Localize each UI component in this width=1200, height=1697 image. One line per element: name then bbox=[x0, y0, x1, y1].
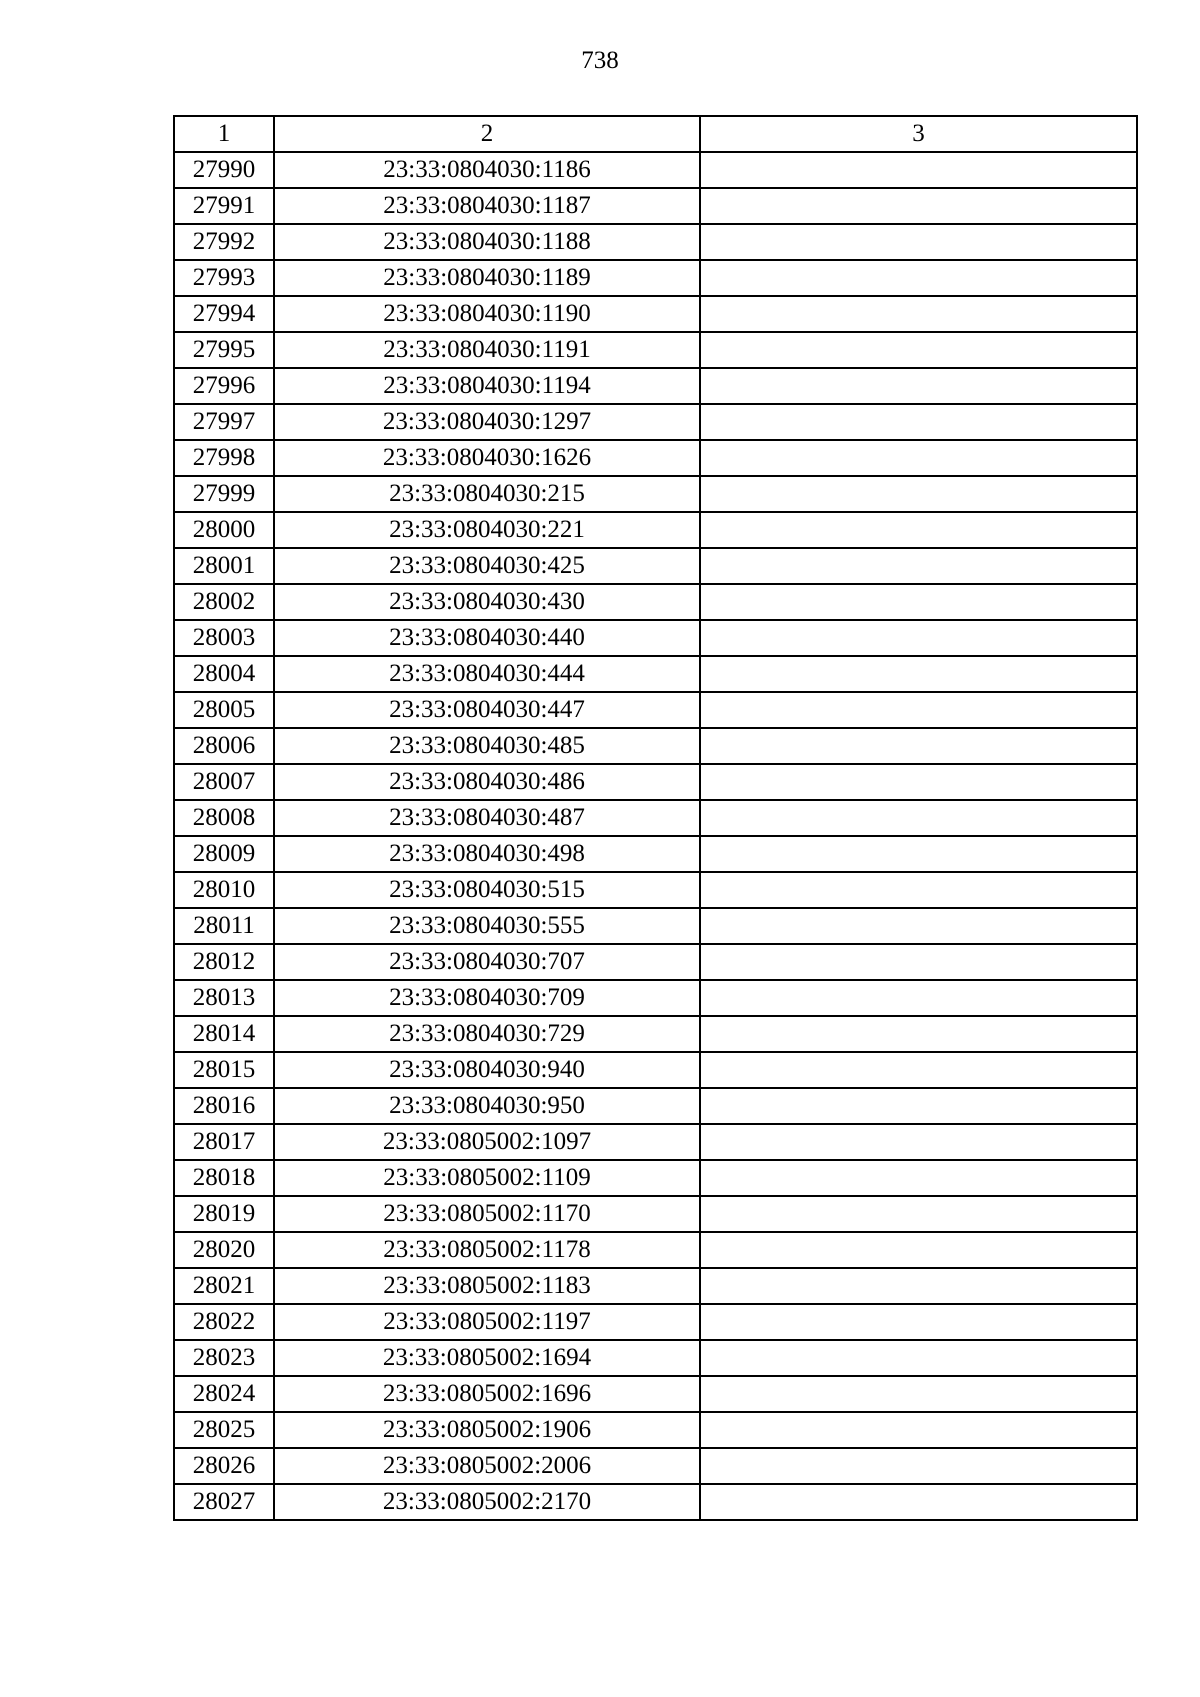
table-row bbox=[174, 620, 1137, 656]
cadastral-number-cell: 23:33:0804030:498 bbox=[274, 836, 700, 872]
column-header-1: 1 bbox=[174, 116, 274, 152]
row-number-cell: 28005 bbox=[174, 692, 274, 728]
cadastral-number-cell: 23:33:0804030:486 bbox=[274, 764, 700, 800]
table-row bbox=[174, 368, 1137, 404]
notes-cell bbox=[700, 836, 1137, 872]
table-row bbox=[174, 1160, 1137, 1196]
table-row bbox=[174, 908, 1137, 944]
cadastral-number-cell: 23:33:0805002:1696 bbox=[274, 1376, 700, 1412]
cadastral-number-cell: 23:33:0805002:1097 bbox=[274, 1124, 700, 1160]
page-number: 738 bbox=[581, 47, 619, 74]
row-number-cell: 27997 bbox=[174, 404, 274, 440]
notes-cell bbox=[700, 908, 1137, 944]
row-number-cell: 28016 bbox=[174, 1088, 274, 1124]
notes-cell bbox=[700, 404, 1137, 440]
table-row bbox=[174, 584, 1137, 620]
notes-cell bbox=[700, 692, 1137, 728]
notes-cell bbox=[700, 800, 1137, 836]
notes-cell bbox=[700, 1232, 1137, 1268]
row-number-cell: 28024 bbox=[174, 1376, 274, 1412]
cadastral-table bbox=[173, 115, 1138, 1521]
cadastral-number-cell: 23:33:0804030:1188 bbox=[274, 224, 700, 260]
table-row bbox=[174, 1016, 1137, 1052]
row-number-cell: 27990 bbox=[174, 152, 274, 188]
row-number-cell: 28014 bbox=[174, 1016, 274, 1052]
row-number-cell: 28008 bbox=[174, 800, 274, 836]
cadastral-number-cell: 23:33:0805002:1178 bbox=[274, 1232, 700, 1268]
notes-cell bbox=[700, 944, 1137, 980]
row-number-cell: 27993 bbox=[174, 260, 274, 296]
table-row bbox=[174, 188, 1137, 224]
notes-cell bbox=[700, 1376, 1137, 1412]
table-row bbox=[174, 836, 1137, 872]
table-row bbox=[174, 800, 1137, 836]
cadastral-number-cell: 23:33:0804030:707 bbox=[274, 944, 700, 980]
notes-cell bbox=[700, 332, 1137, 368]
cadastral-number-cell: 23:33:0804030:709 bbox=[274, 980, 700, 1016]
notes-cell bbox=[700, 440, 1137, 476]
cadastral-number-cell: 23:33:0805002:1906 bbox=[274, 1412, 700, 1448]
row-number-cell: 28021 bbox=[174, 1268, 274, 1304]
table-row bbox=[174, 404, 1137, 440]
table-row bbox=[174, 260, 1137, 296]
cadastral-number-cell: 23:33:0804030:515 bbox=[274, 872, 700, 908]
row-number-cell: 28004 bbox=[174, 656, 274, 692]
row-number-cell: 28003 bbox=[174, 620, 274, 656]
notes-cell bbox=[700, 584, 1137, 620]
row-number-cell: 28026 bbox=[174, 1448, 274, 1484]
table-header bbox=[174, 116, 1137, 152]
table-row bbox=[174, 224, 1137, 260]
row-number-cell: 27994 bbox=[174, 296, 274, 332]
notes-cell bbox=[700, 476, 1137, 512]
table-row bbox=[174, 1232, 1137, 1268]
table-row bbox=[174, 548, 1137, 584]
notes-cell bbox=[700, 1124, 1137, 1160]
row-number-cell: 28023 bbox=[174, 1340, 274, 1376]
notes-cell bbox=[700, 728, 1137, 764]
notes-cell bbox=[700, 764, 1137, 800]
notes-cell bbox=[700, 1304, 1137, 1340]
notes-cell bbox=[700, 1160, 1137, 1196]
cadastral-number-cell: 23:33:0804030:950 bbox=[274, 1088, 700, 1124]
notes-cell bbox=[700, 1484, 1137, 1520]
row-number-cell: 28027 bbox=[174, 1484, 274, 1520]
column-header-3: 3 bbox=[700, 116, 1137, 152]
row-number-cell: 28019 bbox=[174, 1196, 274, 1232]
table-row bbox=[174, 1412, 1137, 1448]
cadastral-number-cell: 23:33:0805002:2006 bbox=[274, 1448, 700, 1484]
cadastral-number-cell: 23:33:0804030:1626 bbox=[274, 440, 700, 476]
notes-cell bbox=[700, 1268, 1137, 1304]
row-number-cell: 28001 bbox=[174, 548, 274, 584]
row-number-cell: 28010 bbox=[174, 872, 274, 908]
cadastral-number-cell: 23:33:0804030:1186 bbox=[274, 152, 700, 188]
row-number-cell: 28009 bbox=[174, 836, 274, 872]
notes-cell bbox=[700, 1052, 1137, 1088]
table-row bbox=[174, 1340, 1137, 1376]
table-row bbox=[174, 1304, 1137, 1340]
row-number-cell: 27992 bbox=[174, 224, 274, 260]
cadastral-number-cell: 23:33:0804030:485 bbox=[274, 728, 700, 764]
cadastral-number-cell: 23:33:0804030:444 bbox=[274, 656, 700, 692]
notes-cell bbox=[700, 296, 1137, 332]
table-row bbox=[174, 764, 1137, 800]
notes-cell bbox=[700, 1196, 1137, 1232]
cadastral-number-cell: 23:33:0804030:215 bbox=[274, 476, 700, 512]
row-number-cell: 28000 bbox=[174, 512, 274, 548]
cadastral-number-cell: 23:33:0805002:2170 bbox=[274, 1484, 700, 1520]
cadastral-number-cell: 23:33:0804030:1297 bbox=[274, 404, 700, 440]
table-row bbox=[174, 1052, 1137, 1088]
row-number-cell: 28002 bbox=[174, 584, 274, 620]
cadastral-number-cell: 23:33:0804030:487 bbox=[274, 800, 700, 836]
cadastral-number-cell: 23:33:0804030:555 bbox=[274, 908, 700, 944]
cadastral-number-cell: 23:33:0804030:1190 bbox=[274, 296, 700, 332]
table-row bbox=[174, 476, 1137, 512]
table-row bbox=[174, 1196, 1137, 1232]
header-row bbox=[174, 116, 1137, 152]
table-row bbox=[174, 512, 1137, 548]
cadastral-number-cell: 23:33:0805002:1197 bbox=[274, 1304, 700, 1340]
cadastral-number-cell: 23:33:0804030:940 bbox=[274, 1052, 700, 1088]
table-row bbox=[174, 152, 1137, 188]
table-row bbox=[174, 440, 1137, 476]
notes-cell bbox=[700, 152, 1137, 188]
row-number-cell: 28018 bbox=[174, 1160, 274, 1196]
row-number-cell: 28006 bbox=[174, 728, 274, 764]
row-number-cell: 28011 bbox=[174, 908, 274, 944]
notes-cell bbox=[700, 224, 1137, 260]
notes-cell bbox=[700, 188, 1137, 224]
cadastral-number-cell: 23:33:0804030:1191 bbox=[274, 332, 700, 368]
notes-cell bbox=[700, 1340, 1137, 1376]
notes-cell bbox=[700, 260, 1137, 296]
notes-cell bbox=[700, 1448, 1137, 1484]
row-number-cell: 28017 bbox=[174, 1124, 274, 1160]
cadastral-number-cell: 23:33:0804030:1194 bbox=[274, 368, 700, 404]
row-number-cell: 27996 bbox=[174, 368, 274, 404]
table-row bbox=[174, 656, 1137, 692]
row-number-cell: 28012 bbox=[174, 944, 274, 980]
notes-cell bbox=[700, 620, 1137, 656]
table-row bbox=[174, 692, 1137, 728]
notes-cell bbox=[700, 548, 1137, 584]
table-row bbox=[174, 296, 1137, 332]
table-row bbox=[174, 1268, 1137, 1304]
row-number-cell: 27999 bbox=[174, 476, 274, 512]
cadastral-number-cell: 23:33:0805002:1694 bbox=[274, 1340, 700, 1376]
cadastral-number-cell: 23:33:0805002:1109 bbox=[274, 1160, 700, 1196]
table-body bbox=[174, 152, 1137, 1520]
table-row bbox=[174, 980, 1137, 1016]
cadastral-number-cell: 23:33:0804030:440 bbox=[274, 620, 700, 656]
cadastral-number-cell: 23:33:0804030:729 bbox=[274, 1016, 700, 1052]
row-number-cell: 27998 bbox=[174, 440, 274, 476]
table-row bbox=[174, 1376, 1137, 1412]
row-number-cell: 28022 bbox=[174, 1304, 274, 1340]
row-number-cell: 28025 bbox=[174, 1412, 274, 1448]
table-row bbox=[174, 332, 1137, 368]
column-header-2: 2 bbox=[274, 116, 700, 152]
notes-cell bbox=[700, 512, 1137, 548]
table-row bbox=[174, 728, 1137, 764]
table-row bbox=[174, 1088, 1137, 1124]
row-number-cell: 27995 bbox=[174, 332, 274, 368]
row-number-cell: 28007 bbox=[174, 764, 274, 800]
cadastral-number-cell: 23:33:0804030:1187 bbox=[274, 188, 700, 224]
table-row bbox=[174, 944, 1137, 980]
cadastral-number-cell: 23:33:0804030:430 bbox=[274, 584, 700, 620]
cadastral-number-cell: 23:33:0804030:1189 bbox=[274, 260, 700, 296]
table-row bbox=[174, 1124, 1137, 1160]
notes-cell bbox=[700, 1088, 1137, 1124]
cadastral-number-cell: 23:33:0804030:447 bbox=[274, 692, 700, 728]
row-number-cell: 28013 bbox=[174, 980, 274, 1016]
row-number-cell: 28015 bbox=[174, 1052, 274, 1088]
cadastral-number-cell: 23:33:0805002:1183 bbox=[274, 1268, 700, 1304]
table-row bbox=[174, 1448, 1137, 1484]
cadastral-number-cell: 23:33:0804030:425 bbox=[274, 548, 700, 584]
notes-cell bbox=[700, 656, 1137, 692]
notes-cell bbox=[700, 1016, 1137, 1052]
notes-cell bbox=[700, 1412, 1137, 1448]
table-row bbox=[174, 872, 1137, 908]
notes-cell bbox=[700, 368, 1137, 404]
row-number-cell: 28020 bbox=[174, 1232, 274, 1268]
notes-cell bbox=[700, 872, 1137, 908]
cadastral-number-cell: 23:33:0804030:221 bbox=[274, 512, 700, 548]
notes-cell bbox=[700, 980, 1137, 1016]
table-row bbox=[174, 1484, 1137, 1520]
cadastral-number-cell: 23:33:0805002:1170 bbox=[274, 1196, 700, 1232]
row-number-cell: 27991 bbox=[174, 188, 274, 224]
